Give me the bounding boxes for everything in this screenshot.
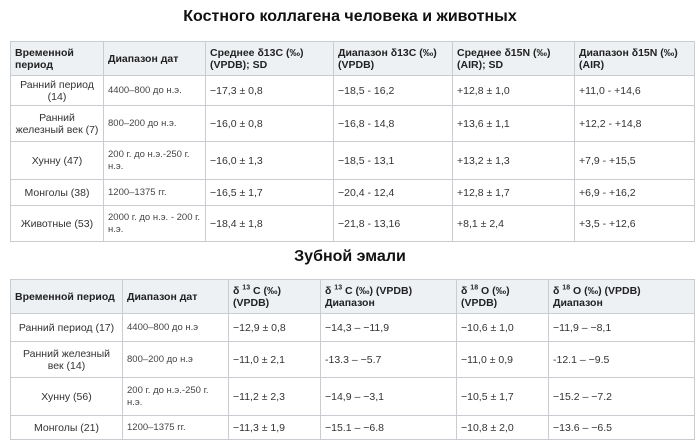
value-cell: −10,5 ± 1,7 [457,378,549,416]
value-cell: −16,0 ± 1,3 [206,142,334,180]
header-period: Временной период [11,42,104,76]
period-cell: Хунну (56) [11,378,123,416]
period-cell: Животные (53) [11,206,104,242]
period-cell: Монголы (38) [11,180,104,206]
header-d15n-range: Диапазон δ15N (‰) (AIR) [575,42,695,76]
header-d13c-range: Диапазон δ13C (‰) (VPDB) [334,42,453,76]
value-cell: −11,9 – −8,1 [549,314,695,342]
table-header-row [11,42,695,76]
header-dates: Диапазон дат [123,280,229,314]
table-row [11,76,695,106]
value-cell: −18,4 ± 1,8 [206,206,334,242]
value-cell: −20,4 - 12,4 [334,180,453,206]
table-row [11,106,695,142]
value-cell: +7,9 - +15,5 [575,142,695,180]
value-cell: −15.2 – −7.2 [549,378,695,416]
bone-collagen-table [10,41,695,242]
header-d18o-range: δ $^{18}$ O (‰) (VPDB) Диапазон [549,280,695,314]
table-row [11,314,695,342]
dates-cell: 800–200 до н.э [123,342,229,378]
table-row [11,180,695,206]
value-cell: −15.1 – −6.8 [321,416,457,440]
dates-cell: 2000 г. до н.э. - 200 г. н.э. [104,206,206,242]
value-cell: -13.3 – −5.7 [321,342,457,378]
table1-title: Костного коллагена человека и животных [183,8,517,25]
value-cell: −16,5 ± 1,7 [206,180,334,206]
value-cell: +11,0 - +14,6 [575,76,695,106]
header-d18o-mean: δ $^{18}$ O (‰) (VPDB) [457,280,549,314]
value-cell: −11,2 ± 2,3 [229,378,321,416]
value-cell: +13,2 ± 1,3 [453,142,575,180]
value-cell: −21,8 - 13,16 [334,206,453,242]
value-cell: −11,0 ± 0,9 [457,342,549,378]
dates-cell: 200 г. до н.э.-250 г. н.э. [104,142,206,180]
value-cell: +12,2 - +14,8 [575,106,695,142]
period-cell: Хунну (47) [11,142,104,180]
header-dates: Диапазон дат [104,42,206,76]
value-cell: −10,8 ± 2,0 [457,416,549,440]
period-cell: Ранний железный век (14) [11,342,123,378]
period-cell: Монголы (21) [11,416,123,440]
table-header-row [11,280,695,314]
value-cell: −18,5 - 16,2 [334,76,453,106]
value-cell: +3,5 - +12,6 [575,206,695,242]
period-cell: Ранний железный век (7) [11,106,104,142]
dates-cell: 1200–1375 гг. [104,180,206,206]
value-cell: +12,8 ± 1,7 [453,180,575,206]
dates-cell: 1200–1375 гг. [123,416,229,440]
header-d13c-mean: Среднее δ13C (‰) (VPDB); SD [206,42,334,76]
value-cell: +6,9 - +16,2 [575,180,695,206]
value-cell: −14,9 – −3,1 [321,378,457,416]
table-row [11,378,695,416]
value-cell: −17,3 ± 0,8 [206,76,334,106]
header-d15n-mean: Среднее δ15N (‰) (AIR); SD [453,42,575,76]
value-cell: +8,1 ± 2,4 [453,206,575,242]
table-row [11,342,695,378]
value-cell: −11,3 ± 1,9 [229,416,321,440]
value-cell: +12,8 ± 1,0 [453,76,575,106]
dates-cell: 4400–800 до н.э [123,314,229,342]
value-cell: -12.1 – −9.5 [549,342,695,378]
dates-cell: 4400–800 до н.э. [104,76,206,106]
table-row [11,142,695,180]
value-cell: −18,5 - 13,1 [334,142,453,180]
dates-cell: 800–200 до н.э. [104,106,206,142]
period-cell: Ранний период (14) [11,76,104,106]
value-cell: −14,3 – −11,9 [321,314,457,342]
tooth-enamel-table [10,279,695,440]
value-cell: −10,6 ± 1,0 [457,314,549,342]
header-period: Временной период [11,280,123,314]
value-cell: −12,9 ± 0,8 [229,314,321,342]
value-cell: −16,0 ± 0,8 [206,106,334,142]
header-d13c-range: δ $^{13}$ C (‰) (VPDB) Диапазон [321,280,457,314]
value-cell: −11,0 ± 2,1 [229,342,321,378]
value-cell: +13,6 ± 1,1 [453,106,575,142]
value-cell: −13.6 – −6.5 [549,416,695,440]
table-row [11,206,695,242]
value-cell: −16,8 - 14,8 [334,106,453,142]
table-row [11,416,695,440]
header-d13c-mean: δ $^{13}$ C (‰) (VPDB) [229,280,321,314]
table2-title: Зубной эмали [294,248,406,265]
dates-cell: 200 г. до н.э.-250 г. н.э. [123,378,229,416]
period-cell: Ранний период (17) [11,314,123,342]
